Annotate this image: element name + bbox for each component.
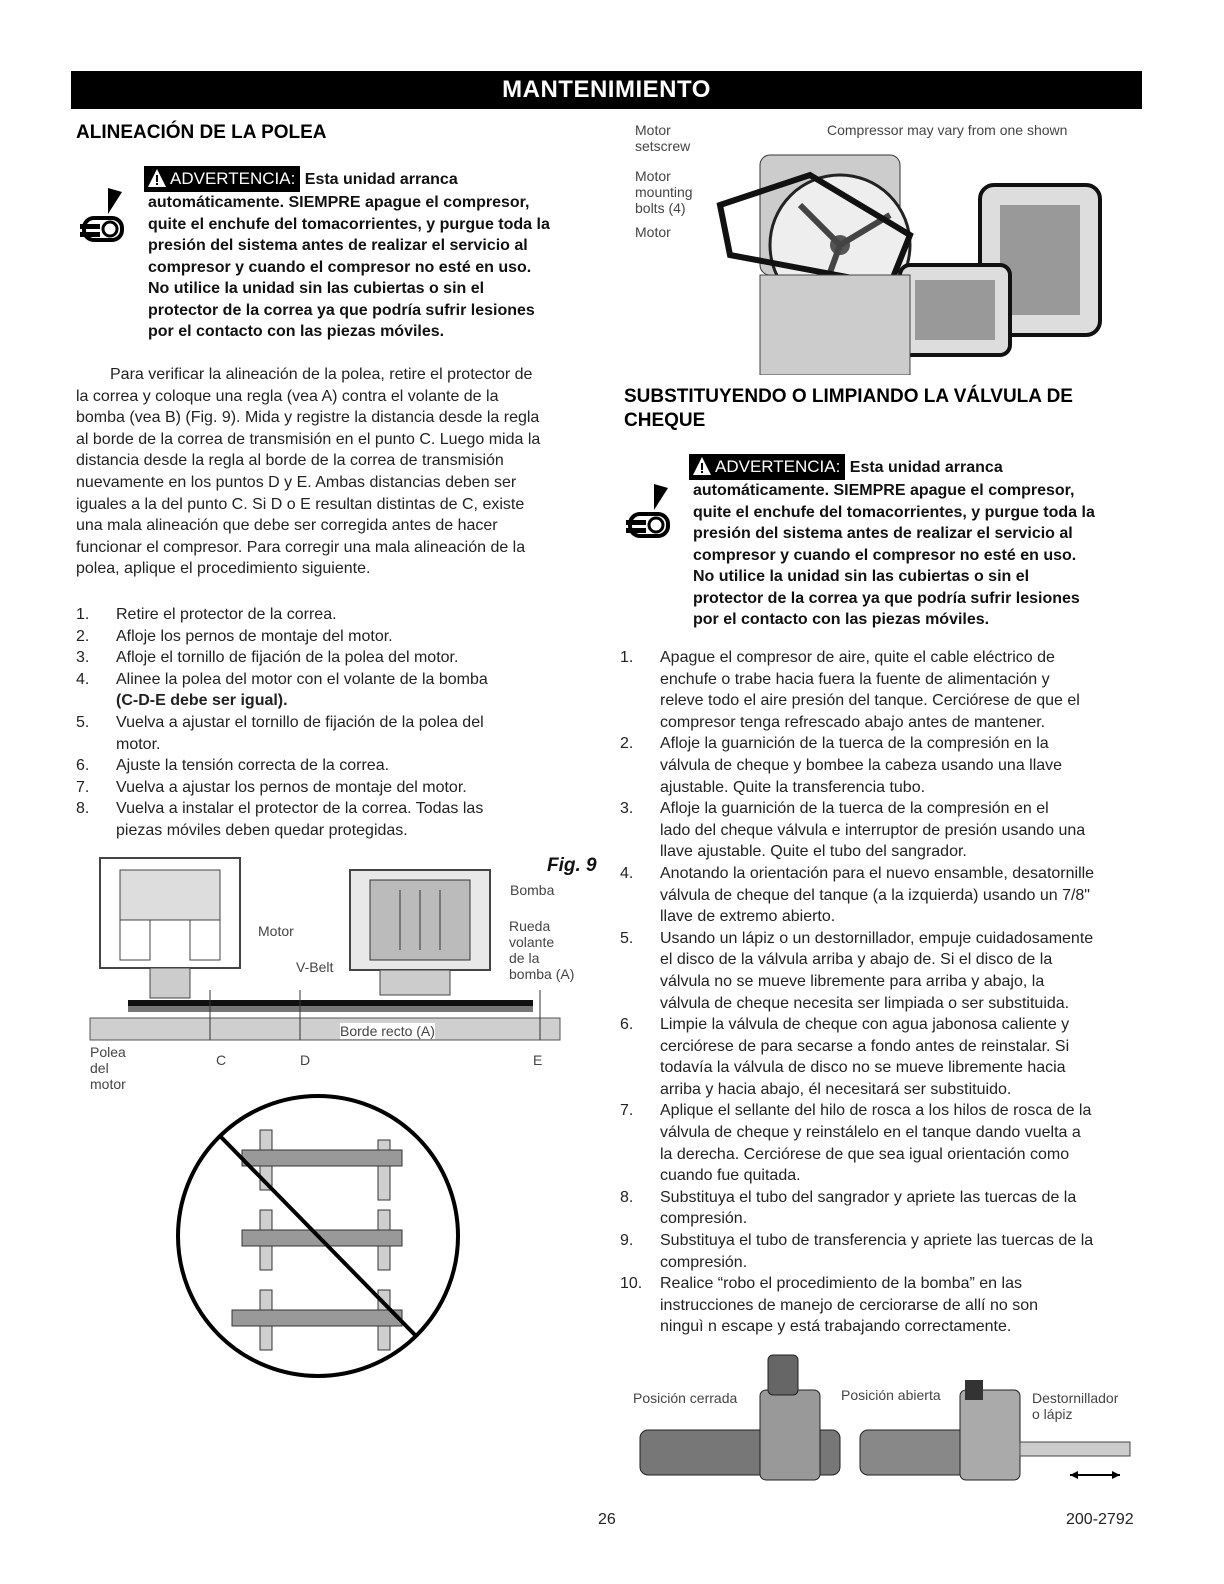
fig9-c-label: C — [216, 1052, 227, 1068]
photo-note: Compressor may vary from one shown — [827, 122, 1068, 138]
list-item: 4. Anotando la orientación para el nuevo ensamble, desatornille válvula de cheque del tanque (a la izquierda) usando un 7/8" llave de extremo abierto. — [620, 864, 1095, 926]
pulley-heading: ALINEACIÓN DE LA POLEA — [76, 122, 327, 143]
fig9-vbelt-label: V-Belt — [296, 959, 334, 975]
fig9-borde-label: Borde recto (A) — [340, 1023, 435, 1039]
hand-hazard-icon — [78, 188, 126, 244]
fig9-rueda-label: Rueda volante de la bomba (A) — [509, 918, 575, 982]
page-number: 26 — [598, 1511, 616, 1528]
fig9-title: Fig. 9 — [547, 855, 597, 876]
list-item: 3. Afloje el tornillo de fijación de la polea del motor. — [76, 649, 459, 667]
fig9-bomba-label: Bomba — [510, 882, 555, 898]
warning-badge: ADVERTENCIA: — [144, 166, 300, 192]
valve-tool-label: Destornillador o lápiz — [1032, 1390, 1119, 1422]
warning-right: ADVERTENCIA: Esta unidad arranca automáticamente. SIEMPRE apague el compresor, quite el enchufe del tomacorrientes, y purgue toda la presión del sistema antes de realizar el servicio al compresor y cuando el compresor no esté en uso. No utilice la unidad sin las cubiertas o sin el protector de la correa ya que podría sufrir lesiones por el contacto con las piezas móviles. — [693, 454, 1133, 631]
warning-left: ADVERTENCIA: Esta unidad arranca automáticamente. SIEMPRE apague el compresor, quite el enchufe del tomacorrientes, y purgue toda la presión del sistema antes de realizar el servicio al compresor y cuando el compresor no esté en uso. No utilice la unidad sin las cubiertas o sin el protector de la correa ya que podría sufrir lesiones por el contacto con las piezas móviles. — [148, 166, 588, 343]
list-item: 7. Vuelva a ajustar los pernos de montaje del motor. — [76, 778, 467, 796]
hand-hazard-icon — [624, 484, 672, 540]
pulley-steps — [76, 604, 596, 842]
list-item: 6. Ajuste la tensión correcta de la correa. — [76, 757, 390, 775]
list-item: 9. Substituya el tubo de transferencia y apriete las tuercas de la compresión. — [620, 1232, 1094, 1271]
compressor-photo — [620, 115, 1140, 375]
warning-badge: ADVERTENCIA: — [689, 454, 845, 480]
check-valve-heading: SUBSTITUYENDO O LIMPIANDO LA VÁLVULA DE CHEQUE — [624, 386, 1073, 431]
misalignment-diagram — [172, 1090, 464, 1382]
valve-open-label: Posición abierta — [841, 1387, 941, 1403]
valve-closed-label: Posición cerrada — [633, 1390, 738, 1406]
list-item: 10. Realice “robo el procedimiento de la bomba” en las instrucciones de manejo de cerciorarse de allí no son ninguì n escape y está trabajando correctamente. — [620, 1275, 1038, 1336]
fig9-d-label: D — [300, 1052, 311, 1068]
photo-motor-label: Motor — [635, 224, 671, 240]
list-item: 4. Alinee la polea del motor con el volante de la bomba (C-D-E debe ser igual). — [76, 670, 488, 710]
fig9-motor-label: Motor — [258, 923, 294, 939]
list-item: 3. Afloje la guarnición de la tuerca de la compresión en el lado del cheque válvula e interruptor de presión usando una llave ajustable. Quite el tubo del sangrador. — [620, 800, 1086, 861]
list-item: 1. Retire el protector de la correa. — [76, 606, 337, 623]
list-item: 8. Vuelva a instalar el protector de la correa. Todas las piezas móviles deben quedar protegidas. — [76, 800, 484, 839]
pulley-paragraph: Para verificar la alineación de la polea, retire el protector de la correa y coloque una regla (vea A) contra el volante de la bomba (vea B) (Fig. 9). Mida y registre la distancia desde la regla al borde de la correa de transmisión en el punto C. Luego mida la distancia desde la regla al borde de la correa de transmisión nuevamente en los puntos D y E. Ambas distancias deben ser iguales a la del punto C. Si D o E resultan distintas de C, existe una mala alineación que debe ser corregida antes de hacer funcionar el compresor. Para corregir una mala alineación de la polea, aplique el procedimiento siguiente. — [76, 366, 541, 578]
check-valve-steps — [620, 647, 1145, 1338]
fig9-polea-label: Polea del motor — [90, 1044, 126, 1092]
list-item: 7. Aplique el sellante del hilo de rosca a los hilos de rosca de la válvula de cheque y reinstálelo en el tanque dando vuelta a la derecha. Cerciórese de que sea igual orientación como cuando fue quitada. — [620, 1102, 1092, 1185]
fig9-e-label: E — [533, 1052, 543, 1068]
list-item: 5. Usando un lápiz o un destornillador, empuje cuidadosamente el disco de la válvula arriba y abajo de. Si el disco de la válvula no se mueve libremente para arriba y abajo, la válvula de cheque necesita ser limpiada o ser substituida. — [620, 929, 1094, 1012]
list-item: 8. Substituya el tubo del sangrador y apriete las tuercas de la compresión. — [620, 1188, 1077, 1228]
list-item: 6. Limpie la válvula de cheque con agua jabonosa caliente y cerciórese de para secarse a fondo antes de reinstalar. Si todavía la válvula de disco no se mueve libremente hacia arriba y hacia abajo, él necesitará ser substituido. — [620, 1016, 1070, 1098]
document-code: 200-2792 — [1066, 1511, 1134, 1528]
section-banner: MANTENIMIENTO — [71, 71, 1142, 109]
photo-setscrew-label: Motor setscrew — [635, 122, 691, 154]
list-item: 5. Vuelva a ajustar el tornillo de fijación de la polea del motor. — [76, 713, 484, 753]
warning-triangle-icon — [147, 168, 167, 188]
photo-mounting-label: Motor mounting bolts (4) — [635, 168, 693, 216]
list-item: 2. Afloje la guarnición de la tuerca de la compresión en la válvula de cheque y bombee la cabeza usando una llave ajustable. Quite la transferencia tubo. — [620, 735, 1063, 796]
list-item: 1. Apague el compresor de aire, quite el cable eléctrico de enchufe o trabe hacia fuera la fuente de alimentación y releve todo el aire presión del tanque. Cerciórese de que el compresor tenga refrescado abajo antes de mantener. — [620, 649, 1080, 731]
warning-triangle-icon — [692, 456, 712, 476]
list-item: 2. Afloje los pernos de montaje del motor. — [76, 627, 393, 645]
